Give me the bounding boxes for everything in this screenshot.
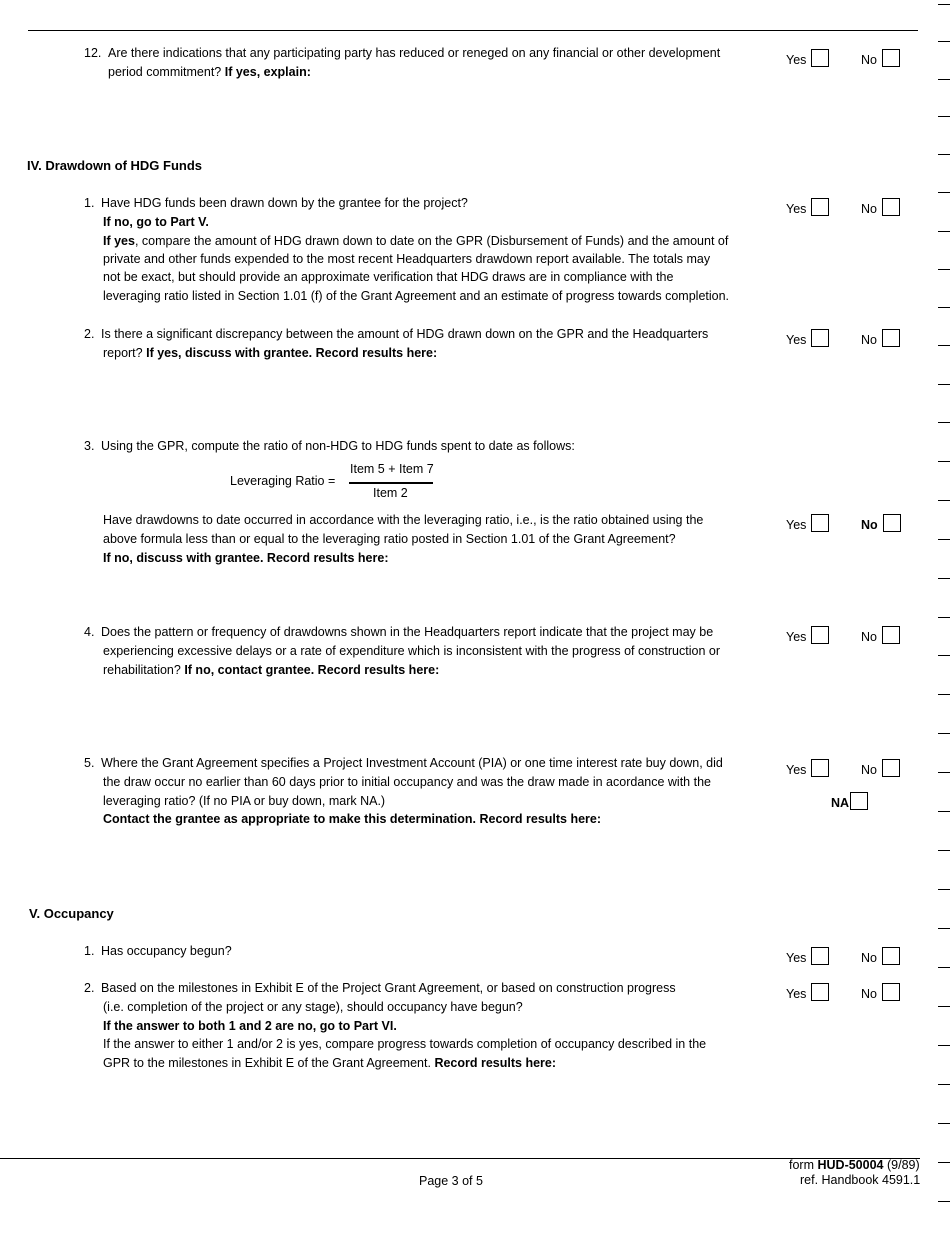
s4q1-yes-checkbox[interactable] bbox=[811, 198, 829, 216]
q12-no-checkbox[interactable] bbox=[882, 49, 900, 67]
s4q4-yes[interactable]: Yes bbox=[786, 624, 829, 644]
s4q1-number: 1. bbox=[84, 196, 95, 210]
s4q5-number: 5. bbox=[84, 756, 95, 770]
q12-yes[interactable]: Yes bbox=[786, 47, 829, 67]
s4q4-line2: experiencing excessive delays or a rate of expenditure which is inconsistent with the progress of construction or bbox=[103, 644, 720, 658]
s5q2-no[interactable]: No bbox=[861, 981, 900, 1001]
s4q3-no[interactable]: No bbox=[861, 512, 901, 532]
s4q4-number: 4. bbox=[84, 625, 95, 639]
s4q1-no-checkbox[interactable] bbox=[882, 198, 900, 216]
s4q1-line3: If yes, compare the amount of HDG drawn down to date on the GPR (Disbursement of Funds) and the amount of bbox=[103, 234, 729, 248]
q12-number: 12. bbox=[84, 46, 102, 60]
s5q2-line2: (i.e. completion of the project or any stage), should occupancy have begun? bbox=[103, 1000, 523, 1014]
s5q2-yes-checkbox[interactable] bbox=[811, 983, 829, 1001]
s4q1-yes[interactable]: Yes bbox=[786, 196, 829, 216]
s4q4-line1: Does the pattern or frequency of drawdowns shown in the Headquarters report indicate that the project may be bbox=[101, 625, 714, 639]
s4q5-line1: Where the Grant Agreement specifies a Project Investment Account (PIA) or one time interest rate buy down, did bbox=[101, 756, 723, 770]
s4q4-line3: rehabilitation? If no, contact grantee. Record results here: bbox=[103, 663, 440, 677]
s4q1-line1: Have HDG funds been drawn down by the grantee for the project? bbox=[101, 196, 468, 210]
s4q5-no-checkbox[interactable] bbox=[882, 759, 900, 777]
s4q1-line4: private and other funds expended to the most recent Headquarters drawdown report available. The totals may bbox=[103, 252, 711, 266]
s4q2-no[interactable]: No bbox=[861, 327, 900, 347]
section-5-title: V. Occupancy bbox=[29, 906, 114, 921]
s4q1-line5: not be exact, but should provide an approximate verification that HDG draws are in compliance with the bbox=[103, 270, 674, 284]
page-number: Page 3 of 5 bbox=[419, 1174, 483, 1188]
s5q1-yes-checkbox[interactable] bbox=[811, 947, 829, 965]
section-4-title: IV. Drawdown of HDG Funds bbox=[27, 158, 203, 173]
s4q1-no[interactable]: No bbox=[861, 196, 900, 216]
s5q2-line1: Based on the milestones in Exhibit E of the Project Grant Agreement, or based on construction progress bbox=[101, 981, 676, 995]
formula-denominator: Item 2 bbox=[373, 486, 408, 500]
formula-label: Leveraging Ratio = bbox=[230, 474, 336, 488]
s5q2-no-checkbox[interactable] bbox=[882, 983, 900, 1001]
s4q2-no-checkbox[interactable] bbox=[882, 329, 900, 347]
formula-numerator: Item 5 + Item 7 bbox=[350, 462, 434, 476]
bottom-rule bbox=[0, 1158, 920, 1159]
s4q2-line1: Is there a significant discrepancy between the amount of HDG drawn down on the GPR and the Headquarters bbox=[101, 327, 709, 341]
s5q1-no[interactable]: No bbox=[861, 945, 900, 965]
s4q4-no[interactable]: No bbox=[861, 624, 900, 644]
s4q3-line3: above formula less than or equal to the leveraging ratio posted in Section 1.01 of the Grant Agreement? bbox=[103, 532, 676, 546]
s5q2-line5: GPR to the milestones in Exhibit E of the Grant Agreement. Record results here: bbox=[103, 1056, 557, 1070]
s4q1-line6: leveraging ratio listed in Section 1.01 (f) of the Grant Agreement and an estimate of progress towards completion. bbox=[103, 289, 730, 303]
s4q3-yes-checkbox[interactable] bbox=[811, 514, 829, 532]
s5q2-number: 2. bbox=[84, 981, 95, 995]
form-number: form HUD-50004 (9/89) bbox=[789, 1158, 920, 1172]
s4q1-line2: If no, go to Part V. bbox=[103, 215, 209, 229]
s5q1-line1: Has occupancy begun? bbox=[101, 944, 232, 958]
s5q2-line3: If the answer to both 1 and 2 are no, go to Part VI. bbox=[103, 1019, 397, 1033]
s5q2-yes[interactable]: Yes bbox=[786, 981, 829, 1001]
s4q3-no-checkbox[interactable] bbox=[883, 514, 901, 532]
handbook-reference: ref. Handbook 4591.1 bbox=[800, 1173, 921, 1187]
s4q5-yes[interactable]: Yes bbox=[786, 757, 829, 777]
s4q5-na-checkbox[interactable] bbox=[850, 792, 868, 810]
s4q5-line3: leveraging ratio? (If no PIA or buy down, mark NA.) bbox=[103, 794, 386, 808]
q12-yes-checkbox[interactable] bbox=[811, 49, 829, 67]
s4q3-yes[interactable]: Yes bbox=[786, 512, 829, 532]
s4q4-no-checkbox[interactable] bbox=[882, 626, 900, 644]
s4q5-line4: Contact the grantee as appropriate to make this determination. Record results here: bbox=[103, 812, 602, 826]
s4q5-no[interactable]: No bbox=[861, 757, 900, 777]
s4q3-number: 3. bbox=[84, 439, 95, 453]
s4q5-line2: the draw occur no earlier than 60 days prior to initial occupancy and was the draw made in acordance with the bbox=[103, 775, 711, 789]
s5q1-no-checkbox[interactable] bbox=[882, 947, 900, 965]
s4q3-line4: If no, discuss with grantee. Record results here: bbox=[103, 551, 389, 565]
s4q2-yes[interactable]: Yes bbox=[786, 327, 829, 347]
q12-line2: period commitment? If yes, explain: bbox=[108, 65, 311, 79]
s5q2-line4: If the answer to either 1 and/or 2 is yes, compare progress towards completion of occupancy described in the bbox=[103, 1037, 707, 1051]
s4q4-yes-checkbox[interactable] bbox=[811, 626, 829, 644]
s4q3-line2: Have drawdowns to date occurred in accordance with the leveraging ratio, i.e., is the ratio obtained using the bbox=[103, 513, 704, 527]
s4q2-line2: report? If yes, discuss with grantee. Record results here: bbox=[103, 346, 438, 360]
s5q1-yes[interactable]: Yes bbox=[786, 945, 829, 965]
q12-line1: Are there indications that any participating party has reduced or reneged on any financial or other development bbox=[108, 46, 721, 60]
s4q2-yes-checkbox[interactable] bbox=[811, 329, 829, 347]
s4q5-na[interactable]: NA bbox=[831, 792, 868, 810]
s5q1-number: 1. bbox=[84, 944, 95, 958]
top-rule bbox=[28, 30, 918, 31]
s4q5-yes-checkbox[interactable] bbox=[811, 759, 829, 777]
s4q3-line1: Using the GPR, compute the ratio of non-HDG to HDG funds spent to date as follows: bbox=[101, 439, 575, 453]
q12-no[interactable]: No bbox=[861, 47, 900, 67]
s4q2-number: 2. bbox=[84, 327, 95, 341]
